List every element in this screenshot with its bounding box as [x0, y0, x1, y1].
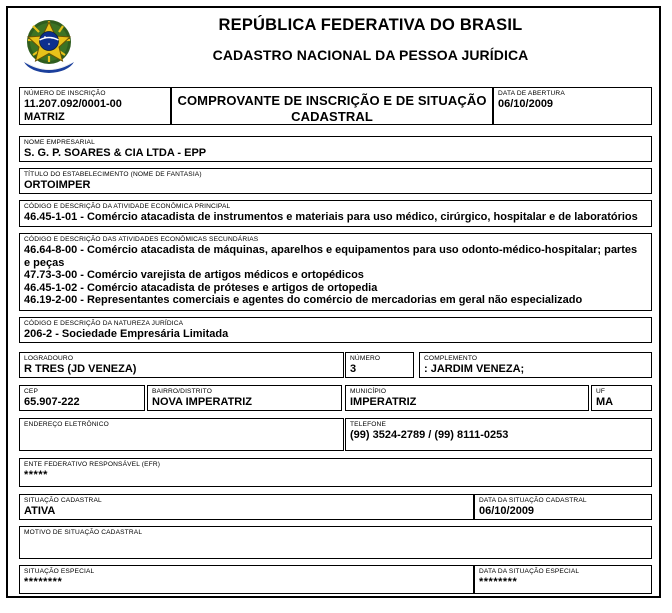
field-label: CÓDIGO E DESCRIÇÃO DA NATUREZA JURÍDICA [24, 320, 184, 327]
field-comprovante-title [171, 87, 493, 125]
brazil-coat-of-arms-icon [18, 14, 80, 80]
header-title-block [88, 16, 653, 64]
field-value: 46.45-1-01 - Comércio atacadista de instrumentos e materiais para uso médico, cirúrgico, hospitalar e de laboratórios [24, 211, 638, 223]
field-motivo-situacao-cadastral [19, 526, 652, 559]
field-value: NOVA IMPERATRIZ [152, 396, 253, 408]
field-label: CÓDIGO E DESCRIÇÃO DAS ATIVIDADES ECONÔMICAS SECUNDÁRIAS [24, 236, 259, 243]
field-value: S. G. P. SOARES & CIA LTDA - EPP [24, 147, 207, 159]
field-uf [591, 385, 652, 411]
field-complemento [419, 352, 652, 378]
comprovante-title-text: COMPROVANTE DE INSCRIÇÃO E DE SITUAÇÃO CADASTRAL [177, 93, 487, 124]
field-label: SITUAÇÃO CADASTRAL [24, 497, 102, 504]
secondary-activity-item: 46.45-1-02 - Comércio atacadista de próteses e artigos de ortopedia [24, 281, 378, 294]
field-value: ******** [24, 576, 63, 588]
field-label: COMPLEMENTO [424, 355, 478, 362]
document-header [8, 8, 659, 84]
field-value: MA [596, 396, 614, 408]
field-value: ***** [24, 469, 48, 481]
field-data-situacao-especial [474, 565, 652, 594]
secondary-activity-item: 46.19-2-00 - Representantes comerciais e agentes do comércio de mercadorias em geral não especializado [24, 294, 583, 306]
field-value: R TRES (JD VENEZA) [24, 363, 137, 375]
secondary-activity-item: 46.64-8-00 - Comércio atacadista de máquinas, aparelhos e equipamentos para uso odonto-médico-hospitalar; partes e peças [24, 244, 638, 269]
field-titulo-estabelecimento [19, 168, 652, 194]
field-logradouro [19, 352, 344, 378]
field-situacao-cadastral [19, 494, 474, 520]
field-endereco-eletronico [19, 418, 344, 451]
field-numero-inscricao [19, 87, 171, 125]
field-label: NÚMERO [350, 355, 381, 362]
field-value: 06/10/2009 [479, 505, 535, 517]
field-label: TELEFONE [350, 421, 387, 428]
field-label: DATA DA SITUAÇÃO CADASTRAL [479, 497, 587, 504]
field-label: TÍTULO DO ESTABELECIMENTO (NOME DE FANTASIA) [24, 171, 202, 178]
page-title: REPÚBLICA FEDERATIVA DO BRASIL [218, 16, 523, 34]
field-nome-empresarial [19, 136, 652, 162]
field-data-abertura [493, 87, 652, 125]
field-value: ATIVA [24, 505, 56, 517]
field-value: 06/10/2009 [498, 98, 554, 110]
field-natureza-juridica [19, 317, 652, 343]
field-ente-federativo-responsavel [19, 458, 652, 487]
field-label: NÚMERO DE INSCRIÇÃO [24, 90, 106, 97]
field-label: BAIRRO/DISTRITO [152, 388, 213, 395]
field-value: : JARDIM VENEZA; [424, 363, 525, 375]
page-subtitle: CADASTRO NACIONAL DA PESSOA JURÍDICA [212, 47, 529, 64]
field-label: NOME EMPRESARIAL [24, 139, 95, 146]
field-data-situacao-cadastral [474, 494, 652, 520]
field-label: MOTIVO DE SITUAÇÃO CADASTRAL [24, 529, 143, 536]
field-label: ENTE FEDERATIVO RESPONSÁVEL (EFR) [24, 461, 161, 468]
field-label: UF [596, 388, 606, 395]
field-label: CÓDIGO E DESCRIÇÃO DA ATIVIDADE ECONÔMICA PRINCIPAL [24, 203, 231, 210]
field-bairro-distrito [147, 385, 342, 411]
field-atividade-principal [19, 200, 652, 227]
secondary-activity-item: 47.73-3-00 - Comércio varejista de artigos médicos e ortopédicos [24, 269, 364, 281]
field-value: 206-2 - Sociedade Empresária Limitada [24, 328, 229, 340]
field-label: DATA DA SITUAÇÃO ESPECIAL [479, 568, 580, 575]
field-value: (99) 3524-2789 / (99) 8111-0253 [350, 429, 509, 441]
field-situacao-especial [19, 565, 474, 594]
cnpj-certificate-document [6, 6, 661, 598]
field-numero [345, 352, 414, 378]
field-label: ENDEREÇO ELETRÔNICO [24, 421, 109, 428]
field-value: 11.207.092/0001-00 [24, 98, 122, 110]
field-label: MUNICÍPIO [350, 388, 387, 395]
field-cep [19, 385, 145, 411]
field-label: CEP [24, 388, 39, 395]
field-value: 3 [350, 363, 357, 375]
field-value: ******** [479, 576, 518, 588]
field-value: ORTOIMPER [24, 179, 91, 191]
field-label: SITUAÇÃO ESPECIAL [24, 568, 95, 575]
field-municipio [345, 385, 589, 411]
field-label: DATA DE ABERTURA [498, 90, 565, 97]
field-value-matriz: MATRIZ [24, 110, 65, 123]
field-label: LOGRADOURO [24, 355, 74, 362]
field-telefone [345, 418, 652, 451]
field-value: IMPERATRIZ [350, 396, 417, 408]
field-atividades-secundarias [19, 233, 652, 311]
field-value: 65.907-222 [24, 396, 80, 408]
